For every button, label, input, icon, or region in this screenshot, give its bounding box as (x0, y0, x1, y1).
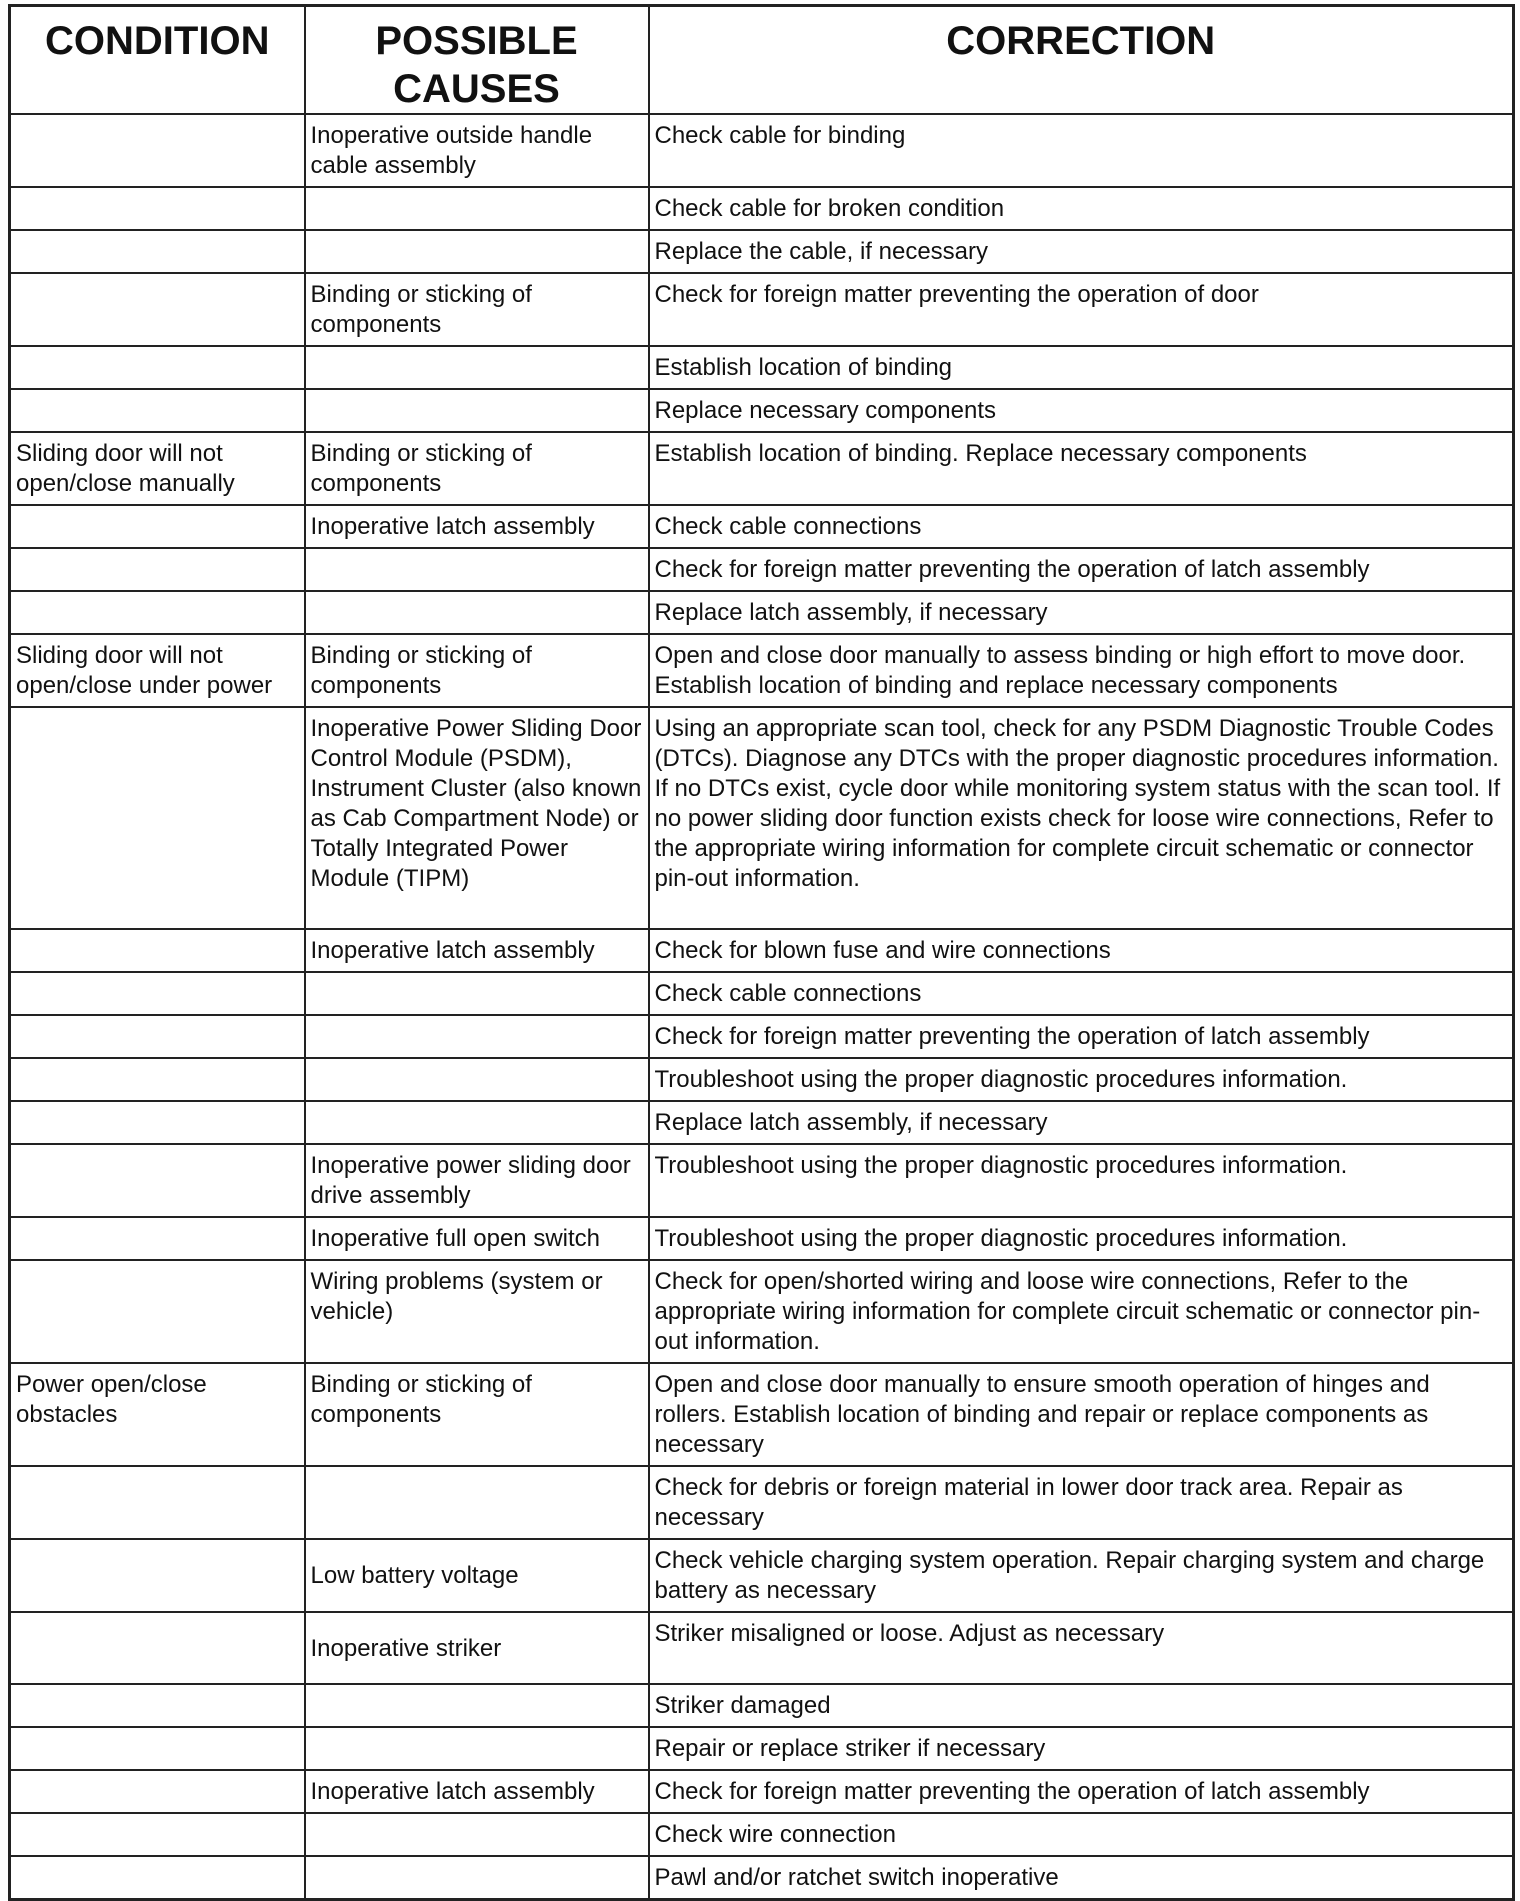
cause-cell (305, 1015, 649, 1058)
cause-cell: Inoperative power sliding door drive assembly (305, 1144, 649, 1217)
table-row (10, 1015, 1514, 1058)
condition-cell (10, 1539, 305, 1612)
correction-cell: Check for open/shorted wiring and loose wire connections, Refer to the appropriate wiring information for complete circuit schematic or connector pin-out information. (649, 1260, 1514, 1363)
table-row (10, 389, 1514, 432)
condition-cell (10, 273, 305, 346)
correction-cell: Check wire connection (649, 1813, 1514, 1856)
cause-cell: Inoperative striker (305, 1612, 649, 1684)
table-row (10, 929, 1514, 972)
condition-cell (10, 1466, 305, 1539)
condition-cell (10, 1260, 305, 1363)
header-correction: CORRECTION (649, 6, 1514, 115)
cause-cell (305, 1727, 649, 1770)
correction-cell: Open and close door manually to assess binding or high effort to move door. Establish location of binding and replace necessary components (649, 634, 1514, 707)
table-row (10, 432, 1514, 505)
table-row (10, 1058, 1514, 1101)
condition-cell (10, 548, 305, 591)
condition-cell (10, 1770, 305, 1813)
correction-cell: Check for foreign matter preventing the operation of door (649, 273, 1514, 346)
cause-cell (305, 548, 649, 591)
table-row (10, 230, 1514, 273)
condition-cell: Sliding door will not open/close manually (10, 432, 305, 505)
table-row (10, 1144, 1514, 1217)
correction-cell: Check for blown fuse and wire connections (649, 929, 1514, 972)
condition-cell (10, 114, 305, 187)
header-condition: CONDITION (10, 6, 305, 115)
condition-cell (10, 1856, 305, 1900)
correction-cell: Using an appropriate scan tool, check for any PSDM Diagnostic Trouble Codes (DTCs). Diagnose any DTCs with the proper diagnostic procedures information. If no DTCs exist, cycle door while monitoring system status with the scan tool. If no power sliding door function exists check for loose wire connections, Refer to the appropriate wiring information for complete circuit schematic or connector pin-out information. (649, 707, 1514, 929)
cause-cell: Inoperative latch assembly (305, 1770, 649, 1813)
condition-cell (10, 505, 305, 548)
condition-cell (10, 1101, 305, 1144)
cause-cell: Inoperative latch assembly (305, 929, 649, 972)
cause-cell: Wiring problems (system or vehicle) (305, 1260, 649, 1363)
correction-cell: Check cable for broken condition (649, 187, 1514, 230)
table-row (10, 1101, 1514, 1144)
correction-cell: Striker misaligned or loose. Adjust as necessary (649, 1612, 1514, 1684)
correction-cell: Troubleshoot using the proper diagnostic procedures information. (649, 1217, 1514, 1260)
condition-cell (10, 1015, 305, 1058)
condition-cell (10, 1813, 305, 1856)
table-row (10, 505, 1514, 548)
condition-cell (10, 1217, 305, 1260)
correction-cell: Troubleshoot using the proper diagnostic procedures information. (649, 1144, 1514, 1217)
table-row (10, 273, 1514, 346)
correction-cell: Establish location of binding. Replace necessary components (649, 432, 1514, 505)
correction-cell: Striker damaged (649, 1684, 1514, 1727)
table-row (10, 1217, 1514, 1260)
cause-cell (305, 1058, 649, 1101)
correction-cell: Check for debris or foreign material in lower door track area. Repair as necessary (649, 1466, 1514, 1539)
table-row (10, 1813, 1514, 1856)
table-row (10, 1727, 1514, 1770)
table-row (10, 1856, 1514, 1900)
table-row (10, 187, 1514, 230)
cause-cell (305, 187, 649, 230)
table-row (10, 1612, 1514, 1684)
table-row (10, 1466, 1514, 1539)
correction-cell: Check for foreign matter preventing the operation of latch assembly (649, 548, 1514, 591)
cause-cell: Binding or sticking of components (305, 634, 649, 707)
table-row (10, 114, 1514, 187)
table-row (10, 634, 1514, 707)
correction-cell: Check for foreign matter preventing the operation of latch assembly (649, 1015, 1514, 1058)
condition-cell (10, 1684, 305, 1727)
table-row (10, 1684, 1514, 1727)
condition-cell (10, 389, 305, 432)
cause-cell: Inoperative Power Sliding Door Control Module (PSDM), Instrument Cluster (also known as Cab Compartment Node) or Totally Integrated Power Module (TIPM) (305, 707, 649, 929)
table-row (10, 346, 1514, 389)
condition-cell (10, 929, 305, 972)
table-row (10, 707, 1514, 929)
cause-cell (305, 1466, 649, 1539)
cause-cell: Inoperative latch assembly (305, 505, 649, 548)
cause-cell: Inoperative outside handle cable assembly (305, 114, 649, 187)
correction-cell: Repair or replace striker if necessary (649, 1727, 1514, 1770)
table-row (10, 1363, 1514, 1466)
cause-cell (305, 346, 649, 389)
correction-cell: Check cable for binding (649, 114, 1514, 187)
table-row (10, 591, 1514, 634)
cause-cell: Low battery voltage (305, 1539, 649, 1612)
condition-cell (10, 1058, 305, 1101)
cause-cell (305, 972, 649, 1015)
table-body (10, 114, 1514, 1900)
correction-cell: Open and close door manually to ensure smooth operation of hinges and rollers. Establish location of binding and repair or replace components as necessary (649, 1363, 1514, 1466)
cause-cell (305, 1684, 649, 1727)
table-row (10, 1770, 1514, 1813)
table-row (10, 972, 1514, 1015)
condition-cell: Sliding door will not open/close under power (10, 634, 305, 707)
correction-cell: Check for foreign matter preventing the operation of latch assembly (649, 1770, 1514, 1813)
correction-cell: Check cable connections (649, 505, 1514, 548)
correction-cell: Check vehicle charging system operation. Repair charging system and charge battery as necessary (649, 1539, 1514, 1612)
cause-cell: Binding or sticking of components (305, 273, 649, 346)
correction-cell: Establish location of binding (649, 346, 1514, 389)
correction-cell: Replace necessary components (649, 389, 1514, 432)
condition-cell (10, 1144, 305, 1217)
correction-cell: Replace latch assembly, if necessary (649, 1101, 1514, 1144)
condition-cell (10, 187, 305, 230)
cause-cell: Inoperative full open switch (305, 1217, 649, 1260)
correction-cell: Troubleshoot using the proper diagnostic procedures information. (649, 1058, 1514, 1101)
table-row (10, 548, 1514, 591)
condition-cell (10, 591, 305, 634)
condition-cell (10, 230, 305, 273)
condition-cell (10, 707, 305, 929)
cause-cell (305, 1101, 649, 1144)
diagnosis-table-page (8, 4, 1512, 1891)
correction-cell: Replace latch assembly, if necessary (649, 591, 1514, 634)
diagnosis-table (8, 4, 1515, 1901)
correction-cell: Check cable connections (649, 972, 1514, 1015)
cause-cell (305, 591, 649, 634)
table-row (10, 1260, 1514, 1363)
correction-cell: Pawl and/or ratchet switch inoperative (649, 1856, 1514, 1900)
condition-cell (10, 1727, 305, 1770)
cause-cell (305, 230, 649, 273)
header-possible-causes: POSSIBLE CAUSES (305, 6, 649, 115)
cause-cell (305, 1813, 649, 1856)
cause-cell (305, 389, 649, 432)
condition-cell: Power open/close obstacles (10, 1363, 305, 1466)
cause-cell: Binding or sticking of components (305, 1363, 649, 1466)
cause-cell (305, 1856, 649, 1900)
cause-cell: Binding or sticking of components (305, 432, 649, 505)
header-row (10, 6, 1514, 115)
condition-cell (10, 1612, 305, 1684)
condition-cell (10, 346, 305, 389)
correction-cell: Replace the cable, if necessary (649, 230, 1514, 273)
condition-cell (10, 972, 305, 1015)
table-row (10, 1539, 1514, 1612)
